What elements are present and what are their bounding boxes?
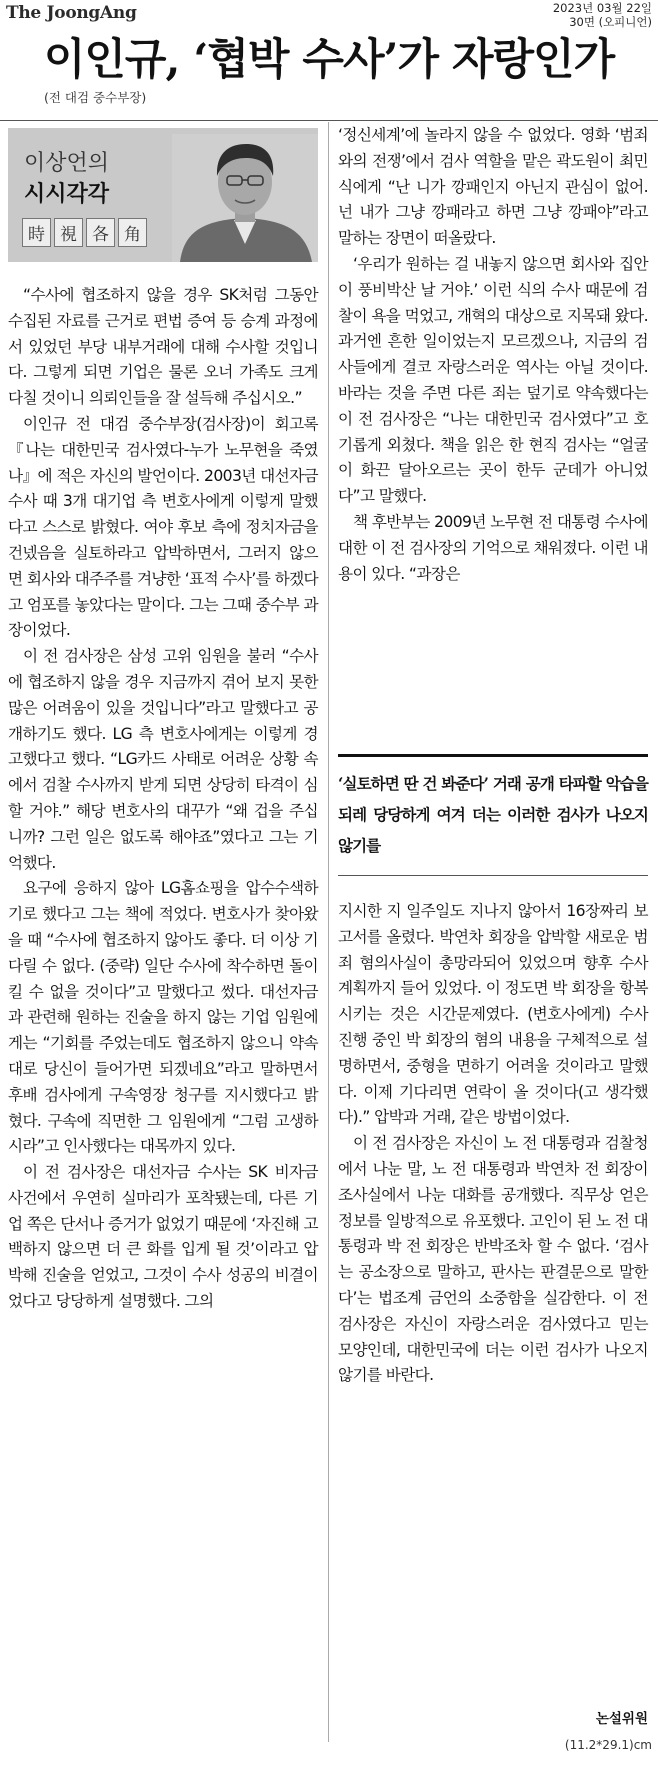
masthead	[0, 0, 658, 34]
article-body-right-top	[338, 123, 648, 587]
paragraph: ‘정신세계’에 놀라지 않을 수 없었다. 영화 ‘범죄와의 전쟁’에서 검사 역할을 맡은 곽도원이 최민식에게 “난 니가 깡패인지 아닌지 관심이 없어. 넌 내가 그냥 깡패라고 하면 그냥 깡패야”라고 말하는 장면이 떠올랐다.	[338, 126, 648, 248]
article-headline: 이인규, ‘협박 수사’가 자랑인가	[43, 35, 615, 85]
paragraph: 요구에 응하지 않아 LG홈쇼핑을 압수수색하기로 했다고 그는 책에 적었다. 변호사가 찾아왔을 때 “수사에 협조하지 않아도 좋다. 더 이상 기다릴 수 없다. (중략) 일단 수사에 착수하면 돌이킬 수 없을 것이다”고 말했다고 썼다. 대선자금과 관련해 원하는 진술을 하지 않는 기업 임원에게는 “기회를 주었는데도 협조하지 않으니 약속대로 당신이 들어가면 되겠네요”라고 말하면서 후배 검사에게 구속영장 청구를 지시했다고 밝혔다. 구속에 직면한 그 임원에게 “그럼 고생하시라”고 인사했다는 대목까지 있다.	[8, 879, 318, 1156]
paragraph: 책 후반부는 2009년 노무현 전 대통령 수사에 대한 이 전 검사장의 기억으로 채워졌다. 이런 내용이 있다. “과장은	[338, 512, 648, 583]
hanja-char: 時	[22, 218, 51, 247]
paragraph: ‘우리가 원하는 걸 내놓지 않으면 회사와 집안이 풍비박산 날 거야.’ 이런 식의 수사 때문에 검찰이 욕을 먹었고, 개혁의 대상으로 지목돼 왔다. 과거엔 흔한 일이었는지 모르겠으나, 지금의 검사들에게 결코 자랑스러운 역사는 아닐 것이다. 바라는 것을 주면 다른 죄는 덮기로 약속했다는 이 전 검사장은 “나는 대한민국 검사였다”고 호기롭게 외쳤다. 책을 읽은 한 현직 검사는 “얼굴이 화끈 달아오르는 곳이 한두 군데가 아니었다”고 말했다.	[338, 254, 648, 506]
paragraph: 지시한 지 일주일도 지나지 않아서 16장짜리 보고서를 올렸다. 박연차 회장을 압박할 새로운 범죄 혐의사실이 총망라되어 있었으며 향후 수사 계획까지 들어 있었다. 이 정도면 박 회장을 항복시키는 것은 시간문제였다. (변호사에게) 수사 진행 중인 박 회장의 혐의 내용을 구체적으로 설명하면서, 중형을 면하기 어려울 것이라고 말했다. 이제 기다리면 연락이 올 것이다(고 생각했다).” 압박과 거래, 같은 방법이었다.	[338, 902, 648, 1127]
author-portrait	[172, 134, 318, 262]
newspaper-logo[interactable]: The JoongAng	[6, 3, 137, 23]
top-rule	[0, 120, 658, 121]
pull-quote-text: ‘실토하면 딴 건 봐준다’ 거래 공개 타파할 악습을 되레 당당하게 여겨 더는 이러한 검사가 나오지 않기를	[338, 774, 648, 855]
hanja-char: 角	[118, 218, 147, 247]
page-section: 30면 (오피니언)	[569, 15, 652, 29]
hanja-row	[22, 218, 147, 247]
article-body-left	[8, 283, 318, 1315]
article-body-right-bottom	[338, 899, 648, 1389]
column-author: 이상언의	[24, 151, 110, 176]
paragraph: 이 전 검사장은 대선자금 수사는 SK 비자금 사건에서 우연히 실마리가 포착됐는데, 다른 기업 쪽은 단서나 증거가 없었기 때문에 ‘자진해 고백하지 않으면 더 큰 화를 입게 될 것’이라고 압박해 진술을 얻었고, 그것이 수사 성공의 비결이었다고 당당하게 설명했다. 그의	[8, 1163, 318, 1311]
paragraph: 이 전 검사장은 자신이 노 전 대통령과 검찰청에서 나눈 말, 노 전 대통령과 박연차 전 회장이 조사실에서 나눈 대화를 공개했다. 직무상 얻은 정보를 일방적으로 유포했다. 고인이 된 노 전 대통령과 박 전 회장은 반박조차 할 수 없다. ‘검사는 공소장으로 말하고, 판사는 판결문으로 말한다’는 법조계 금언의 소중함을 실감한다. 이 전 검사장은 자신이 자랑스러운 검사였다고 믿는 모양인데, 대한민국에 더는 이런 검사가 나오지 않기를 바란다.	[338, 1134, 648, 1385]
hanja-char: 各	[86, 218, 115, 247]
column-series: 시시각각	[24, 182, 110, 207]
column-divider	[328, 122, 329, 1742]
paragraph: “수사에 협조하지 않을 경우 SK처럼 그동안 수집된 자료를 근거로 편법 증여 등 승계 과정에서 있었던 부당 내부거래에 대해 수사할 것입니다. 그렇게 되면 기업은 물론 오너 가족도 크게 다칠 것이니 의뢰인들을 잘 설득해 주십시오.”	[8, 286, 318, 408]
paragraph: 이 전 검사장은 삼성 고위 임원을 불러 “수사에 협조하지 않을 경우 지금까지 겪어 보지 못한 많은 어려움이 있을 것입니다”라고 말했다고 공개하기도 했다. LG 측 변호사에게는 이렇게 경고했다고 했다. “LG카드 사태로 어려운 상황 속에서 검찰 수사까지 받게 되면 상당히 타격이 심할 거야.” 해당 변호사의 대꾸가 “왜 겁을 주십니까? 그런 일은 없도록 해야죠”였다고 그는 기억했다.	[8, 647, 318, 872]
article-dimensions: (11.2*29.1)cm	[564, 1738, 652, 1752]
column-header-box	[8, 128, 318, 262]
pull-quote	[338, 754, 648, 876]
author-byline: 논설위원	[595, 1711, 648, 1727]
dateline	[553, 1, 652, 29]
paragraph: 이인규 전 대검 중수부장(검사장)이 회고록 『나는 대한민국 검사였다-누가 노무현을 죽였나』에 적은 자신의 발언이다. 2003년 대선자금 수사 때 3개 대기업 측 변호사에게 이렇게 말했다고 스스로 밝혔다. 여야 후보 측에 정치자금을 건넸음을 실토하라고 압박하면서, 그러지 않으면 회사와 대주주를 겨냥한 ‘표적 수사’를 하겠다고 엄포를 놓았다는 말이다. 그는 그때 중수부 과장이었다.	[8, 414, 318, 640]
publication-date: 2023년 03월 22일	[552, 1, 652, 15]
hanja-char: 視	[54, 218, 83, 247]
article-subhead: (전 대검 중수부장)	[44, 90, 147, 105]
